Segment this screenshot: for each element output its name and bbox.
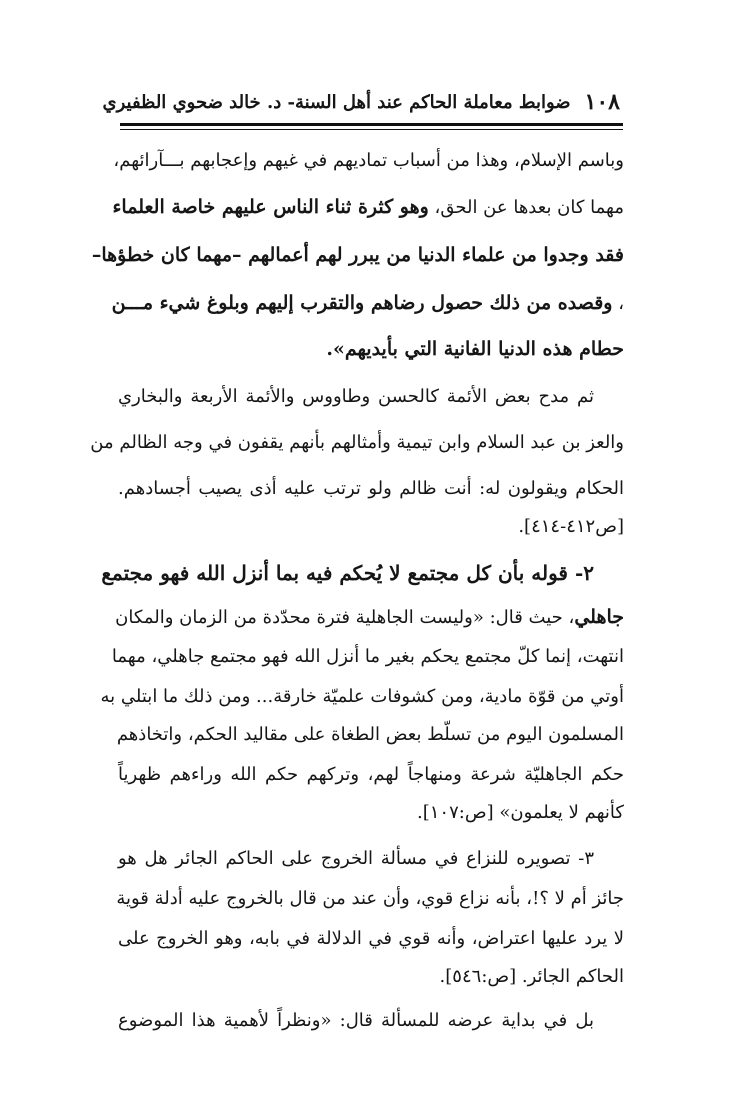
text-line: وباسم الإسلام، وهذا من أسباب تماديهم في غيهم وإعجابهم بـــآرائهم، — [113, 150, 624, 171]
page-number: ١٠٨ — [584, 89, 620, 115]
bold-text-span: جاهلي — [574, 606, 624, 628]
header-rule-thin — [120, 129, 623, 130]
bold-text-span: وهو كثرة ثناء الناس عليهم خاصة العلماء — [112, 196, 429, 218]
text-line: المسلمون اليوم من تسلّط بعض الطغاة على مقاليد الحكم، واتخاذهم — [116, 724, 624, 745]
text-line: الحاكم الجائر. [ص:٥٤٦]. — [439, 966, 624, 987]
page-header — [102, 88, 620, 116]
text-line — [115, 604, 624, 631]
text-line: انتهت، إنما كلّ مجتمع يحكم بغير ما أنزل الله فهو مجتمع جاهلي، مهما — [111, 646, 624, 667]
header-rule-thick — [120, 123, 623, 126]
text-line: حكم الجاهليّة شرعة ومنهاجاً لهم، وتركهم حكم الله وراءهم ظهرياً — [118, 764, 624, 785]
text-line: حطام هذه الدنيا الفانية التي بأيديهم». — [326, 338, 624, 360]
text-line: لا يرد عليها اعتراض، وأنه قوي في الدلالة في بابه، وهو الخروج على — [118, 928, 624, 949]
text-span: مهما كان بعدها عن الحق، — [428, 197, 624, 218]
text-line: فقد وجدوا من علماء الدنيا من يبرر لهم أعمالهم –مهما كان خطؤها– — [91, 244, 624, 266]
section-heading-line: ٢- قوله بأن كل مجتمع لا يُحكم فيه بما أنزل الله فهو مجتمع — [101, 561, 594, 585]
text-line: ٣- تصويره للنزاع في مسألة الخروج على الحاكم الجائر هل هو — [118, 848, 594, 869]
text-span: ، — [612, 293, 624, 314]
text-line: كأنهم لا يعلمون» [ص:١٠٧]. — [417, 802, 624, 823]
text-line: والعز بن عبد السلام وابن تيمية وأمثالهم بأنهم يقفون في وجه الظالم من — [90, 432, 624, 453]
text-span: ، حيث قال: «وليست الجاهلية فترة محدّدة من الزمان والمكان — [115, 607, 575, 628]
text-line: ثم مدح بعض الأئمة كالحسن وطاووس والأئمة الأربعة والبخاري — [118, 386, 594, 407]
text-line: بل في بداية عرضه للمسألة قال: «ونظراً لأهمية هذا الموضوع — [118, 1010, 594, 1031]
text-line: أوتي من قوّة مادية، ومن كشوفات علميّة خارقة... ومن ذلك ما ابتلي به — [100, 686, 624, 707]
text-line: الحكام ويقولون له: أنت ظالم ولو ترتب عليه أذى يصيب أجسادهم. — [118, 478, 624, 499]
text-line — [111, 290, 624, 317]
text-line — [112, 194, 624, 221]
bold-text-span: وقصده من ذلك حصول رضاهم والتقرب إليهم وبلوغ شيء مـــن — [111, 292, 613, 314]
text-line: [ص٤١٢-٤١٤]. — [518, 516, 624, 537]
running-title: ضوابط معاملة الحاكم عند أهل السنة- د. خالد ضحوي الظفيري — [102, 91, 571, 113]
text-line: جائز أم لا ؟!، بأنه نزاع قوي، وأن عند من قال بالخروج عليه أدلة قوية — [116, 888, 624, 909]
